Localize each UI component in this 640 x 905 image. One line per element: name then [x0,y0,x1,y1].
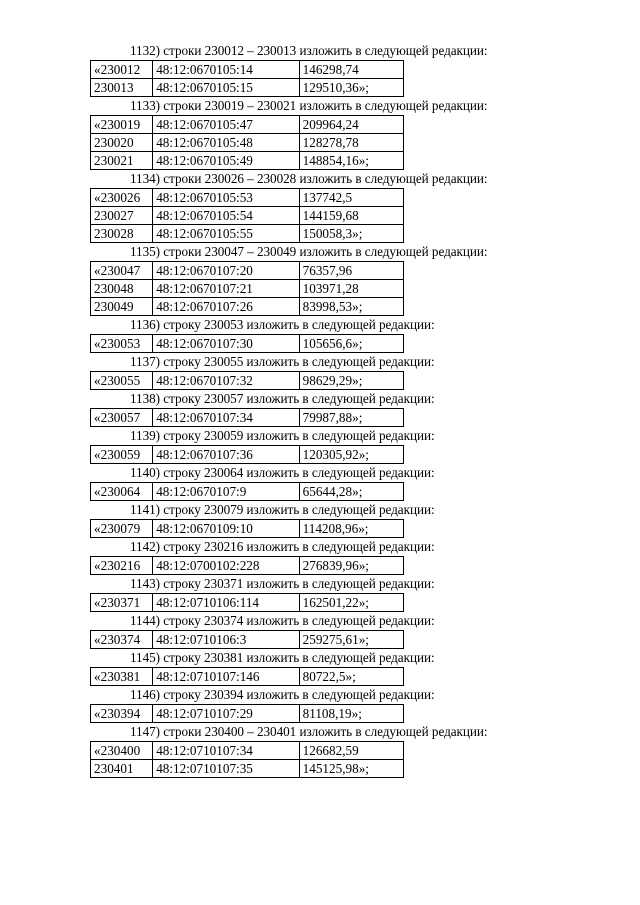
value-cell: 120305,92»; [299,446,403,464]
amendment-table [90,371,404,390]
table-row [91,335,404,353]
row-number-cell: 230401 [91,760,153,778]
row-number-cell: 230013 [91,79,153,97]
row-number-cell: «230400 [91,742,153,760]
table-row [91,79,404,97]
amendment-heading: 1133) строки 230019 – 230021 изложить в следующей редакции: [130,98,488,113]
value-cell: 150058,3»; [299,225,403,243]
table-row [91,520,404,538]
amendment-table [90,482,404,501]
table-row [91,446,404,464]
table-row [91,631,404,649]
row-number-cell: 230048 [91,280,153,298]
value-cell: 209964,24 [299,116,403,134]
document-body [90,42,550,778]
cadastral-number-cell: 48:12:0710107:35 [153,760,299,778]
row-number-cell: «230216 [91,557,153,575]
cadastral-number-cell: 48:12:0670107:26 [153,298,299,316]
row-number-cell: «230079 [91,520,153,538]
value-cell: 114208,96»; [299,520,403,538]
row-number-cell: 230049 [91,298,153,316]
value-cell: 65644,28»; [299,483,403,501]
row-number-cell: «230012 [91,61,153,79]
value-cell: 276839,96»; [299,557,403,575]
value-cell: 259275,61»; [299,631,403,649]
table-row [91,742,404,760]
amendment-heading: 1137) строку 230055 изложить в следующей редакции: [130,354,435,369]
table-row [91,207,404,225]
cadastral-number-cell: 48:12:0670107:32 [153,372,299,390]
value-cell: 126682,59 [299,742,403,760]
amendment-table [90,593,404,612]
table-row [91,409,404,427]
row-number-cell: «230064 [91,483,153,501]
value-cell: 81108,19»; [299,705,403,723]
amendment-heading: 1144) строку 230374 изложить в следующей редакции: [130,613,435,628]
value-cell: 83998,53»; [299,298,403,316]
value-cell: 148854,16»; [299,152,403,170]
cadastral-number-cell: 48:12:0670109:10 [153,520,299,538]
table-row [91,557,404,575]
value-cell: 79987,88»; [299,409,403,427]
value-cell: 145125,98»; [299,760,403,778]
amendment-table [90,188,404,243]
amendment-heading: 1132) строки 230012 – 230013 изложить в следующей редакции: [130,43,488,58]
row-number-cell: «230057 [91,409,153,427]
cadastral-number-cell: 48:12:0710106:114 [153,594,299,612]
row-number-cell: 230021 [91,152,153,170]
table-row [91,280,404,298]
table-row [91,152,404,170]
value-cell: 129510,36»; [299,79,403,97]
cadastral-number-cell: 48:12:0670105:53 [153,189,299,207]
amendment-heading: 1134) строки 230026 – 230028 изложить в следующей редакции: [130,171,488,186]
row-number-cell: «230019 [91,116,153,134]
cadastral-number-cell: 48:12:0670105:54 [153,207,299,225]
table-row [91,262,404,280]
table-row [91,225,404,243]
amendment-table [90,408,404,427]
cadastral-number-cell: 48:12:0710107:146 [153,668,299,686]
amendment-table [90,115,404,170]
table-row [91,61,404,79]
cadastral-number-cell: 48:12:0710106:3 [153,631,299,649]
value-cell: 144159,68 [299,207,403,225]
amendment-table [90,60,404,97]
value-cell: 98629,29»; [299,372,403,390]
table-row [91,705,404,723]
amendment-heading: 1141) строку 230079 изложить в следующей редакции: [130,502,435,517]
amendment-table [90,261,404,316]
row-number-cell: 230028 [91,225,153,243]
amendment-table [90,445,404,464]
value-cell: 146298,74 [299,61,403,79]
amendment-table [90,704,404,723]
row-number-cell: «230394 [91,705,153,723]
cadastral-number-cell: 48:12:0670107:9 [153,483,299,501]
row-number-cell: 230027 [91,207,153,225]
amendment-table [90,556,404,575]
value-cell: 162501,22»; [299,594,403,612]
amendment-heading: 1138) строку 230057 изложить в следующей редакции: [130,391,435,406]
amendment-heading: 1147) строки 230400 – 230401 изложить в следующей редакции: [130,724,488,739]
value-cell: 80722,5»; [299,668,403,686]
table-row [91,134,404,152]
cadastral-number-cell: 48:12:0700102:228 [153,557,299,575]
row-number-cell: «230059 [91,446,153,464]
amendment-heading: 1143) строку 230371 изложить в следующей редакции: [130,576,435,591]
table-row [91,668,404,686]
value-cell: 128278,78 [299,134,403,152]
cadastral-number-cell: 48:12:0710107:34 [153,742,299,760]
value-cell: 103971,28 [299,280,403,298]
table-row [91,116,404,134]
row-number-cell: «230055 [91,372,153,390]
cadastral-number-cell: 48:12:0670105:15 [153,79,299,97]
row-number-cell: «230374 [91,631,153,649]
amendment-heading: 1146) строку 230394 изложить в следующей редакции: [130,687,435,702]
cadastral-number-cell: 48:12:0670105:14 [153,61,299,79]
cadastral-number-cell: 48:12:0670105:47 [153,116,299,134]
value-cell: 76357,96 [299,262,403,280]
row-number-cell: «230026 [91,189,153,207]
cadastral-number-cell: 48:12:0670105:49 [153,152,299,170]
amendment-table [90,519,404,538]
table-row [91,372,404,390]
cadastral-number-cell: 48:12:0670105:55 [153,225,299,243]
amendment-heading: 1140) строку 230064 изложить в следующей редакции: [130,465,435,480]
row-number-cell: «230371 [91,594,153,612]
row-number-cell: «230053 [91,335,153,353]
value-cell: 105656,6»; [299,335,403,353]
table-row [91,760,404,778]
row-number-cell: 230020 [91,134,153,152]
table-row [91,483,404,501]
amendment-table [90,741,404,778]
amendment-table [90,334,404,353]
cadastral-number-cell: 48:12:0670107:36 [153,446,299,464]
amendment-heading: 1145) строку 230381 изложить в следующей редакции: [130,650,435,665]
amendment-heading: 1142) строку 230216 изложить в следующей редакции: [130,539,435,554]
cadastral-number-cell: 48:12:0670107:30 [153,335,299,353]
amendment-heading: 1135) строки 230047 – 230049 изложить в следующей редакции: [130,244,488,259]
row-number-cell: «230047 [91,262,153,280]
cadastral-number-cell: 48:12:0710107:29 [153,705,299,723]
cadastral-number-cell: 48:12:0670107:34 [153,409,299,427]
cadastral-number-cell: 48:12:0670107:21 [153,280,299,298]
value-cell: 137742,5 [299,189,403,207]
cadastral-number-cell: 48:12:0670107:20 [153,262,299,280]
table-row [91,594,404,612]
amendment-heading: 1136) строку 230053 изложить в следующей редакции: [130,317,435,332]
row-number-cell: «230381 [91,668,153,686]
amendment-table [90,667,404,686]
table-row [91,298,404,316]
table-row [91,189,404,207]
amendment-table [90,630,404,649]
cadastral-number-cell: 48:12:0670105:48 [153,134,299,152]
amendment-heading: 1139) строку 230059 изложить в следующей редакции: [130,428,435,443]
